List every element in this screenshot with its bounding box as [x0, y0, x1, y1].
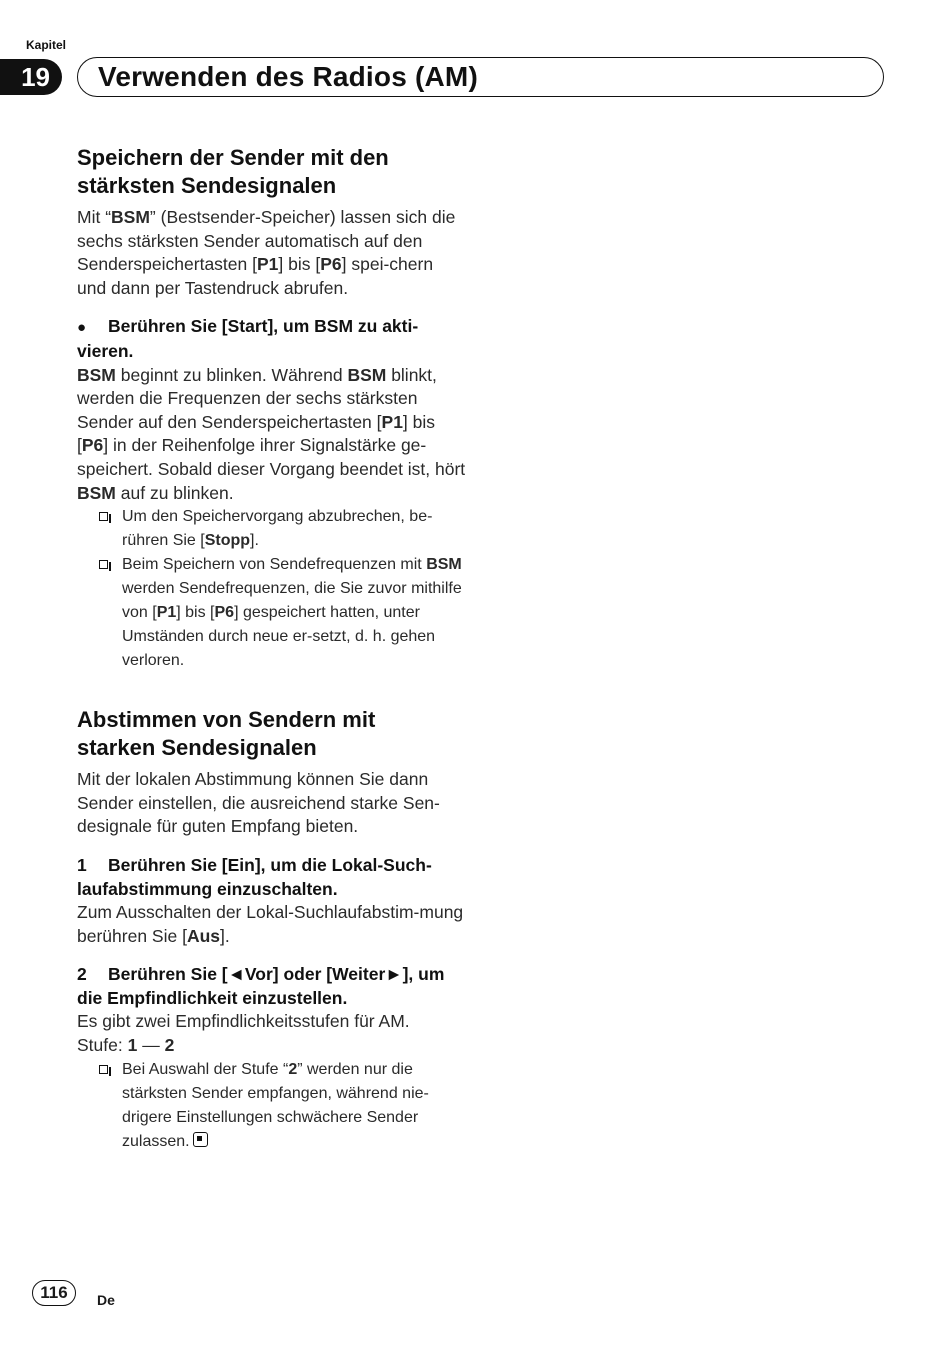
note-icon [99, 1065, 108, 1074]
text-run: ” werden nur die stärksten Sender empfangen, während nie-drigere Einstellungen schwächere Sender zulassen. [122, 1060, 429, 1150]
text-run: — [137, 1035, 165, 1056]
text-run: P1 [381, 411, 403, 432]
text-run: auf zu blinken. [115, 482, 234, 503]
page-number: 116 [40, 1283, 68, 1302]
heading-line: starken Sendesignalen [77, 735, 317, 761]
heading-line: stärksten Sendesignalen [77, 173, 337, 198]
instruction-step-2 [77, 963, 467, 1010]
text-run: Stopp [204, 532, 251, 550]
chapter-title-box [77, 57, 884, 97]
text-run: Aus [186, 925, 220, 946]
text-run: BSM [77, 482, 116, 503]
text-run: ] spei-chern und dann per Tastendruck abrufen. [77, 254, 434, 298]
text-run: ] in der Reihenfolge ihrer Signalstärke ge-speichert. Sobald dieser Vorgang beendet ist, hört [77, 435, 466, 479]
language-code: De [97, 1292, 115, 1308]
text-run: ] gespeichert hatten, unter Umständen durch neue er-setzt, d. h. gehen verloren. [122, 604, 436, 670]
section-heading-bsm [77, 144, 467, 200]
section-intro-local: Mit der lokalen Abstimmung können Sie dann Sender einstellen, die ausreichend starke Sen-designale für guten Empfang bieten. [77, 769, 440, 837]
content-column [77, 140, 467, 1154]
text-run: Um den Speichervorgang abzubrechen, be-rühren Sie [ [122, 508, 433, 550]
text-run: BSM [77, 364, 116, 385]
step-text: Berühren Sie [Start], um BSM zu akti-vieren. [77, 316, 419, 361]
section-end-icon [193, 1132, 208, 1147]
section-heading-local [77, 706, 467, 762]
text-run: BSM [426, 556, 462, 574]
text-run: P1 [256, 254, 279, 275]
text-run: P6 [81, 435, 104, 456]
text-run: werden Sendefrequenzen, die Sie zuvor mithilfe von [ [122, 580, 462, 622]
text-run: 2 [288, 1060, 298, 1078]
instruction-step-bsm [77, 315, 467, 363]
heading-line: Speichern der Sender mit den [77, 145, 389, 170]
text-run: Zum Ausschalten der Lokal-Suchlaufabstim-mung berühren Sie [ [77, 902, 464, 946]
chapter-number: 19 [21, 61, 50, 92]
step-number: 1 [77, 854, 87, 875]
text-run: P6 [320, 254, 342, 275]
text-run: Mit “ [77, 207, 112, 227]
note-cancel [77, 505, 467, 553]
text-run: beginnt zu blinken. Während [115, 364, 348, 385]
text-run: BSM [111, 207, 150, 227]
text-run: ] bis [ [176, 604, 215, 622]
text-run: Es gibt zwei Empfindlichkeitsstufen für AM. [77, 1011, 410, 1032]
text-run: Beim Speichern von Sendefrequenzen mit [122, 556, 427, 574]
text-run: 1 [127, 1035, 138, 1056]
text-run: Stufe: [77, 1035, 128, 1056]
step-text: Berühren Sie [◄Vor] oder [Weiter►], um die Empfindlichkeit einzustellen. [77, 964, 445, 1008]
step-description [77, 364, 467, 506]
bullet-icon: ● [77, 319, 87, 337]
heading-line: Abstimmen von Sendern mit [77, 707, 376, 733]
note-icon [99, 560, 108, 569]
text-run: P1 [156, 604, 177, 622]
section-intro-bsm [77, 206, 467, 300]
text-run: ” (Bestsender-Speicher) lassen sich die sechs stärksten Sender automatisch auf den Senderspeichertasten [ [77, 207, 456, 275]
note-icon [99, 512, 108, 521]
page-number-badge [32, 1280, 76, 1306]
text-run: BSM [347, 364, 387, 385]
note-sensitivity [77, 1058, 467, 1154]
instruction-step-1 [77, 854, 467, 901]
text-run: blinkt, werden die Frequenzen der sechs stärksten Sender auf den Senderspeichertasten [ [77, 364, 437, 432]
step-2-description [77, 1010, 467, 1057]
step-1-description [77, 901, 467, 948]
text-run: ]. [250, 532, 259, 550]
text-run: ]. [220, 925, 230, 946]
text-run: ] bis [ [278, 254, 321, 275]
text-run: P6 [214, 604, 235, 622]
text-run: Bei Auswahl der Stufe “ [122, 1060, 289, 1078]
step-number: 2 [77, 964, 87, 985]
chapter-number-badge [0, 59, 62, 95]
text-run: ] bis [ [77, 411, 436, 456]
text-run: 2 [164, 1035, 175, 1056]
step-text: Berühren Sie [Ein], um die Lokal-Such-laufabstimmung einzuschalten. [77, 854, 432, 899]
chapter-title: Verwenden des Radios (AM) [98, 61, 478, 92]
note-overwrite [77, 553, 467, 673]
chapter-label: Kapitel [26, 38, 67, 52]
